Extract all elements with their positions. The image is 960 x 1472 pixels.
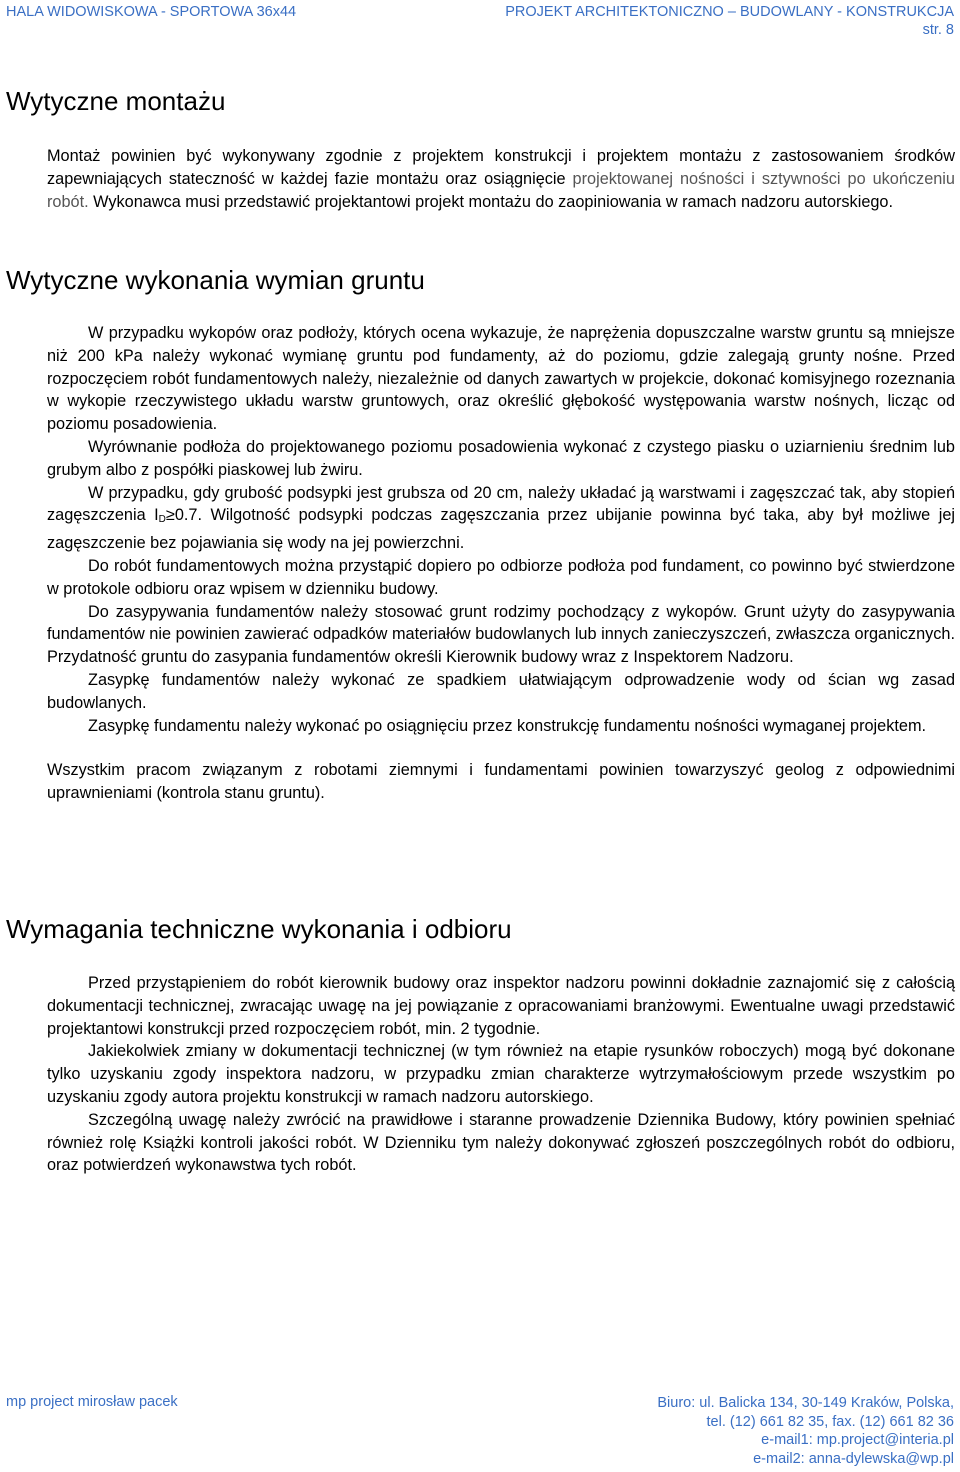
soil-paragraph-1: W przypadku wykopów oraz podłoży, których ocena wykazuje, że naprężenia dopuszczalne warstw gruntu są mniejsze niż 200 kPa należy wykonać wymianę gruntu pod fundamenty, aż do poziomu, gdzie zalegają grunty nośne. Przed rozpoczęciem robót fundamentowych należy, niezależnie od danych zawartych w projekcie, dokonać komisyjnego rozeznania w wykopie rzeczywistego układu warstw gruntowych, oraz określić głębokość występowania warstw nośnych, licząc od poziomu posadowienia.: [47, 324, 955, 434]
page-number: str. 8: [922, 22, 954, 38]
requirements-paragraph-1: Przed przystąpieniem do robót kierownik budowy oraz inspektor nadzoru powinni dokładnie zaznajomić się z całością dokumentacji technicznej, zwracając uwagę na jej powiązanie z opracowaniami branżowymi. Ewentualne uwagi przedstawić projektantowi konstrukcji przed rozpoczęciem robót, min. 2 tygodnie.: [47, 974, 955, 1038]
requirements-paragraph-3: Szczególną uwagę należy zwrócić na prawidłowe i staranne prowadzenie Dziennika Budowy, który powinien spełniać również rolę Książki kontroli jakości robót. W Dzienniku tym należy dokonywać zgłoszeń poszczególnych robót do odbioru, oraz potwierdzeń wykonawstwa tych robót.: [47, 1110, 955, 1175]
requirements-paragraph-2: Jakiekolwiek zmiany w dokumentacji technicznej (w tym również na etapie rysunków roboczych) mogą być dokonane tylko uzyskaniu zgody inspektora nadzoru, w przypadku zmian charakterze wytrzymałościowym przede wszystkim po uzyskaniu zgody autora projektu konstrukcji w ramach nadzoru autorskiego.: [47, 1042, 955, 1106]
footer-email-2: e-mail2: anna-dylewska@wp.pl: [753, 1450, 954, 1467]
header-document-type: PROJEKT ARCHITEKTONICZNO – BUDOWLANY - KONSTRUKCJA: [505, 4, 954, 20]
assembly-paragraph: Montaż powinien być wykonywany zgodnie z projektem konstrukcji i projektem montażu z zastosowaniem środków zapewniających stateczność w każdej fazie montażu oraz osiągnięcie projektowanej nośności i sztywności po ukończeniu robót. Wykonawca musi przedstawić projektantowi projekt montażu do zaopiniowania w ramach nadzoru autorskiego.: [47, 147, 955, 211]
section-title-assembly: Wytyczne montażu: [6, 86, 226, 116]
footer-phone: tel. (12) 661 82 35, fax. (12) 661 82 36: [706, 1413, 954, 1430]
footer-email-1: e-mail1: mp.project@interia.pl: [761, 1432, 954, 1448]
page-header: [6, 4, 954, 44]
section-assembly-body: [47, 145, 955, 213]
section-title-technical-requirements: Wymagania techniczne wykonania i odbioru: [6, 914, 512, 944]
soil-paragraph-2: Wyrównanie podłoża do projektowanego poziomu posadowienia wykonać z czystego piasku o uziarnieniu średnim lub grubym albo z pospółki piaskowej lub żwiru.: [47, 437, 955, 479]
soil-paragraph-8: Wszystkim pracom związanym z robotami ziemnymi i fundamentami powinien towarzyszyć geolog z odpowiednimi uprawnieniami (kontrola stanu gruntu).: [47, 761, 955, 803]
soil-paragraph-4: Do robót fundamentowych można przystąpić dopiero po odbiorze podłoża pod fundament, co powinno być stwierdzone w protokole odbioru oraz wpisem w dzienniku budowy.: [47, 556, 955, 598]
section-technical-requirements-body: [47, 972, 955, 1177]
footer-company: mp project mirosław pacek: [6, 1394, 178, 1410]
soil-paragraph-7: Zasypkę fundamentu należy wykonać po osiągnięciu przez konstrukcję fundamentu nośności wymaganej projektem.: [88, 716, 927, 735]
soil-paragraph-6: Zasypkę fundamentów należy wykonać ze spadkiem ułatwiającym odprowadzenie wody od ścian wg zasad budowlanych.: [47, 670, 955, 712]
section-soil-replacement-body: [47, 322, 955, 805]
footer-contact: [657, 1394, 954, 1468]
soil-paragraph-3: W przypadku, gdy grubość podsypki jest grubsza od 20 cm, należy układać ją warstwami i zagęszczać tak, aby stopień zagęszczenia $I_D\ge 0.7$. Wilgotność podsypki podczas zagęszczania przez ubijanie powinna być taka, aby był możliwe jej zagęszczenie bez pojawiania się wody na jej powierzchni.: [47, 483, 955, 553]
soil-paragraph-5: Do zasypywania fundamentów należy stosować grunt rodzimy pochodzący z wykopów. Grunt użyty do zasypywania fundamentów nie powinien zawierać odpadków materiałów budowlanych lub innych zanieczyszczeń, zwłaszcza organicznych. Przydatność gruntu do zasypania fundamentów określi Kierownik budowy wraz z Inspektorem Nadzoru.: [47, 602, 955, 667]
section-title-soil-replacement: Wytyczne wykonania wymian gruntu: [6, 265, 425, 295]
footer-address: Biuro: ul. Balicka 134, 30-149 Kraków, Polska,: [657, 1395, 954, 1411]
header-project-title: HALA WIDOWISKOWA - SPORTOWA 36x44: [6, 4, 297, 20]
